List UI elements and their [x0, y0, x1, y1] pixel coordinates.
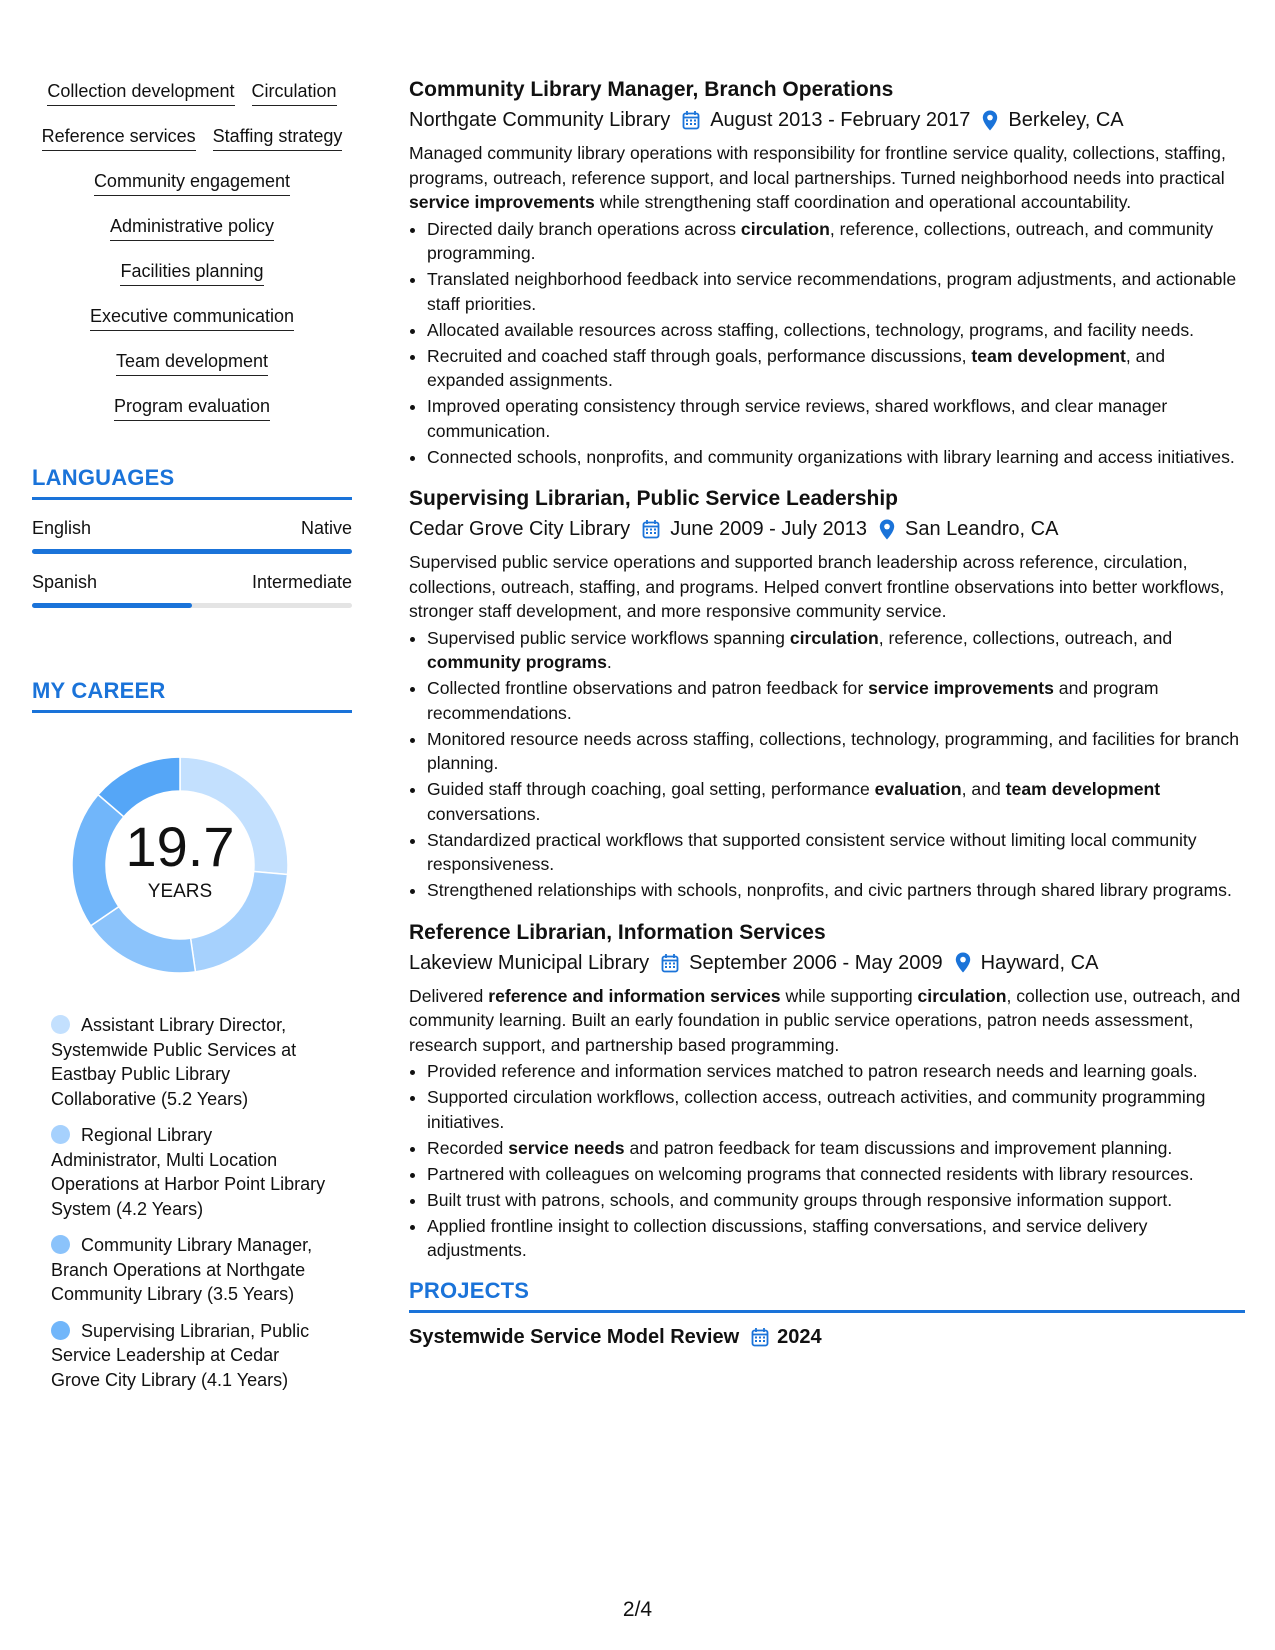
bullet-item: • Supported circulation workflows, collection access, outreach activities, and community programming initiatives. — [427, 1085, 1245, 1134]
bullet-item: • Applied frontline insight to collection discussions, staffing conversations, and service delivery adjustments. — [427, 1214, 1245, 1263]
language-name: Spanish — [32, 572, 98, 592]
job-summary: Managed community library operations with responsibility for frontline service quality, collections, staffing, programs, outreach, reference support, and local partnerships. Turned neighborhood needs into practical service improvements while strengthening staff coordination and operational accountability. — [409, 143, 1226, 212]
job-organization: Cedar Grove City Library — [409, 518, 631, 540]
bullet-item: • Strengthened relationships with schools, nonprofits, and civic partners through shared library programs. — [427, 878, 1245, 903]
language-bar-fill — [32, 549, 352, 554]
project-name: Systemwide Service Model Review — [409, 1325, 740, 1348]
legend-label: Community Library Manager, Branch Operations at Northgate Community Library (3.5 Years) — [51, 1235, 313, 1304]
skill-tag: Collection development — [47, 78, 234, 106]
job-meta — [409, 514, 1245, 544]
bullet-item: • Built trust with patrons, schools, and community groups through responsive information support. — [427, 1188, 1245, 1213]
career-unit: YEARS — [147, 881, 213, 902]
career-heading: MY CAREER — [32, 678, 352, 713]
projects-heading: PROJECTS — [409, 1278, 1245, 1313]
language-bar-fill — [32, 603, 192, 608]
language-name: English — [32, 518, 92, 538]
skill-tag: Executive communication — [90, 303, 294, 331]
job-title: Community Library Manager, Branch Operations — [409, 78, 894, 101]
skill-tag: Program evaluation — [114, 393, 270, 421]
job-meta — [409, 105, 1245, 135]
language-level: Intermediate — [251, 572, 352, 592]
job-dates: August 2013 - February 2017 — [710, 109, 971, 131]
job-title: Reference Librarian, Information Services — [409, 920, 826, 944]
project-entry — [409, 1323, 1245, 1351]
legend-dot — [51, 1235, 70, 1254]
bullet-item: • Translated neighborhood feedback into service recommendations, program adjustments, and actionable staff priorities. — [427, 267, 1245, 316]
job-organization: Lakeview Municipal Library — [409, 951, 650, 974]
skill-tag: Staffing strategy — [213, 123, 343, 151]
main-content — [409, 75, 1245, 1351]
bullet-item: • Connected schools, nonprofits, and community organizations with library learning and access initiatives. — [427, 445, 1245, 470]
skill-tag: Facilities planning — [120, 258, 263, 286]
bullet-item: • Guided staff through coaching, goal setting, performance evaluation, and team development conversations. — [427, 777, 1245, 826]
job-entry — [409, 918, 1245, 1263]
map-pin-icon — [955, 952, 971, 973]
job-title: Supervising Librarian, Public Service Leadership — [409, 487, 898, 510]
job-bullets — [409, 217, 1245, 470]
career-legend — [51, 1013, 326, 1392]
legend-dot — [51, 1015, 70, 1034]
job-bullets — [409, 1059, 1245, 1263]
page-number: 2/4 — [622, 1598, 653, 1621]
job-location: Hayward, CA — [980, 951, 1099, 974]
job-organization: Northgate Community Library — [409, 109, 671, 131]
legend-label: Assistant Library Director, Systemwide Public Services at Eastbay Public Library Collaborative (5.2 Years) — [51, 1015, 297, 1109]
language-header — [32, 516, 352, 540]
legend-label: Regional Library Administrator, Multi Location Operations at Harbor Point Library System (4.2 Years) — [51, 1125, 326, 1219]
job-location: Berkeley, CA — [1008, 109, 1124, 131]
legend-item — [51, 1123, 326, 1221]
languages-list — [32, 516, 352, 608]
legend-dot — [51, 1125, 70, 1144]
bullet-item: • Recruited and coached staff through goals, performance discussions, team development, and expanded assignments. — [427, 344, 1245, 393]
legend-label: Supervising Librarian, Public Service Leadership at Cedar Grove City Library (4.1 Years) — [51, 1320, 310, 1390]
language-bar — [32, 603, 352, 608]
bullet-item: • Improved operating consistency through service reviews, shared workflows, and clear manager communication. — [427, 394, 1245, 443]
job-summary: Supervised public service operations and supported branch leadership across reference, circulation, collections, outreach, staffing, and programs. Helped convert frontline observations into better workflows, stronger staff development, and more responsive community service. — [409, 552, 1225, 621]
calendar-icon — [751, 1327, 769, 1347]
calendar-icon — [682, 110, 700, 130]
legend-item — [51, 1319, 326, 1393]
experience-list — [409, 75, 1245, 1263]
language-row — [32, 570, 352, 608]
bullet-item: • Recorded service needs and patron feedback for team discussions and improvement planning. — [427, 1136, 1245, 1161]
skills-list — [32, 78, 352, 438]
skill-tag: Circulation — [252, 78, 337, 106]
job-summary: Delivered reference and information services while supporting circulation, collection use, outreach, and community learning. Built an early foundation in public service operations, patron needs assessment, research support, and partnership based programming. — [409, 985, 1241, 1055]
donut-segment-3 — [91, 907, 196, 973]
map-pin-icon — [982, 110, 998, 131]
bullet-item: • Collected frontline observations and patron feedback for service improvements and program recommendations. — [427, 676, 1245, 725]
bullet-item: • Allocated available resources across staffing, collections, technology, programs, and facility needs. — [427, 318, 1245, 343]
skill-tag: Community engagement — [94, 168, 290, 196]
project-year: 2024 — [777, 1325, 822, 1348]
map-pin-icon — [879, 519, 895, 540]
language-header — [32, 570, 352, 594]
bullet-item: • Standardized practical workflows that supported consistent service without limiting local community responsiveness. — [427, 828, 1245, 877]
job-dates: June 2009 - July 2013 — [670, 518, 867, 540]
languages-heading: LANGUAGES — [32, 465, 352, 500]
bullet-item: • Provided reference and information services matched to patron research needs and learning goals. — [427, 1059, 1245, 1084]
legend-dot — [51, 1321, 70, 1340]
career-total: 19.7 — [125, 815, 235, 878]
language-level: Native — [300, 518, 352, 538]
skill-tag: Team development — [116, 348, 268, 376]
bullet-item: • Partnered with colleagues on welcoming programs that connected residents with library resources. — [427, 1162, 1245, 1187]
legend-item — [51, 1013, 326, 1111]
career-donut-chart — [66, 751, 294, 979]
language-bar — [32, 549, 352, 554]
job-entry — [409, 75, 1245, 469]
job-entry — [409, 484, 1245, 903]
language-row — [32, 516, 352, 554]
job-location: San Leandro, CA — [905, 518, 1059, 540]
skill-tag: Reference services — [42, 123, 196, 151]
sidebar — [32, 78, 352, 1404]
calendar-icon — [642, 519, 660, 539]
bullet-item: • Supervised public service workflows spanning circulation, reference, collections, outreach, and community programs. — [427, 626, 1245, 675]
calendar-icon — [661, 953, 679, 973]
bullet-item: • Directed daily branch operations across circulation, reference, collections, outreach, and community programming. — [427, 217, 1245, 266]
job-bullets — [409, 626, 1245, 903]
skill-tag: Administrative policy — [110, 213, 274, 241]
job-dates: September 2006 - May 2009 — [689, 951, 943, 974]
job-meta — [409, 948, 1245, 978]
bullet-item: • Monitored resource needs across staffing, collections, technology, programming, and facilities for branch planning. — [427, 727, 1245, 776]
legend-item — [51, 1233, 326, 1307]
projects-list — [409, 1323, 1245, 1351]
